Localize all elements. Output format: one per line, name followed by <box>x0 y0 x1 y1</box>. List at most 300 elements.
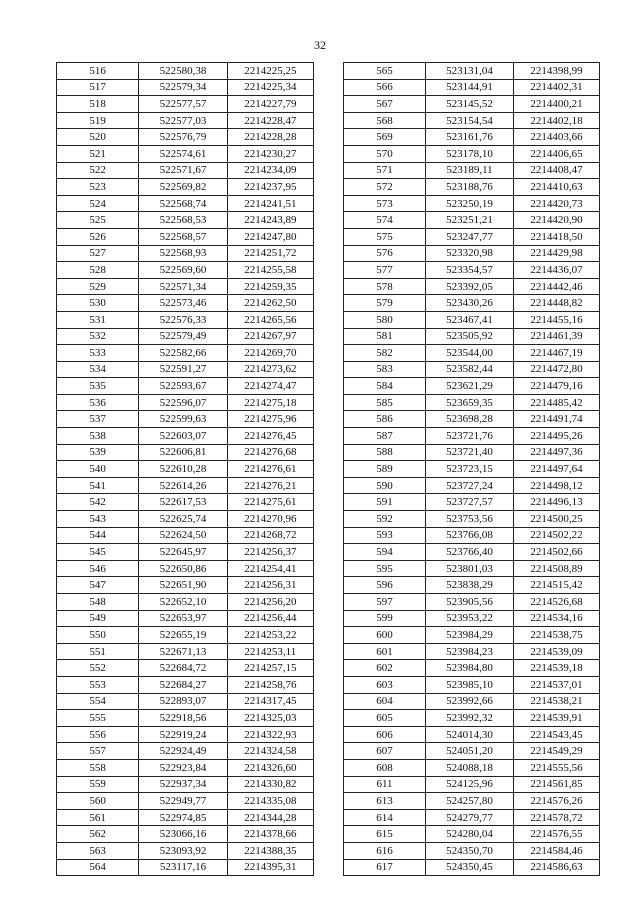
table-row <box>344 793 600 810</box>
point-number-cell: 544 <box>57 527 139 544</box>
point-number-cell: 577 <box>344 262 426 279</box>
point-number-cell: 528 <box>57 262 139 279</box>
table-row <box>57 693 314 710</box>
x-coordinate-cell: 523250,19 <box>426 195 514 212</box>
table-row <box>344 96 600 113</box>
table-row <box>57 511 314 528</box>
x-coordinate-cell: 523093,92 <box>139 842 227 859</box>
point-number-cell: 571 <box>344 162 426 179</box>
table-row <box>57 743 314 760</box>
y-coordinate-cell: 2214276,61 <box>227 461 313 478</box>
point-number-cell: 530 <box>57 295 139 312</box>
x-coordinate-cell: 522579,49 <box>139 328 227 345</box>
table-row <box>344 693 600 710</box>
x-coordinate-cell: 523145,52 <box>426 96 514 113</box>
y-coordinate-cell: 2214538,75 <box>514 627 600 644</box>
x-coordinate-cell: 523801,03 <box>426 560 514 577</box>
y-coordinate-cell: 2214276,21 <box>227 477 313 494</box>
point-number-cell: 584 <box>344 378 426 395</box>
page-number: 32 <box>314 38 326 52</box>
x-coordinate-cell: 523544,00 <box>426 345 514 362</box>
x-coordinate-cell: 523721,76 <box>426 428 514 445</box>
x-coordinate-cell: 523505,92 <box>426 328 514 345</box>
y-coordinate-cell: 2214497,36 <box>514 444 600 461</box>
table-row <box>344 743 600 760</box>
point-number-cell: 542 <box>57 494 139 511</box>
table-row <box>344 842 600 859</box>
point-number-cell: 540 <box>57 461 139 478</box>
x-coordinate-cell: 523992,66 <box>426 693 514 710</box>
y-coordinate-cell: 2214576,55 <box>514 826 600 843</box>
point-number-cell: 522 <box>57 162 139 179</box>
point-number-cell: 520 <box>57 129 139 146</box>
x-coordinate-cell: 522974,85 <box>139 809 227 826</box>
point-number-cell: 551 <box>57 643 139 660</box>
table-row <box>344 295 600 312</box>
y-coordinate-cell: 2214265,56 <box>227 311 313 328</box>
y-coordinate-cell: 2214398,99 <box>514 63 600 80</box>
y-coordinate-cell: 2214228,28 <box>227 129 313 146</box>
point-number-cell: 582 <box>344 345 426 362</box>
y-coordinate-cell: 2214225,34 <box>227 79 313 96</box>
x-coordinate-cell: 522573,46 <box>139 295 227 312</box>
table-row <box>344 444 600 461</box>
table-row <box>344 809 600 826</box>
y-coordinate-cell: 2214276,68 <box>227 444 313 461</box>
table-row <box>344 394 600 411</box>
table-row <box>57 162 314 179</box>
point-number-cell: 538 <box>57 428 139 445</box>
point-number-cell: 565 <box>344 63 426 80</box>
y-coordinate-cell: 2214502,22 <box>514 527 600 544</box>
y-coordinate-cell: 2214485,42 <box>514 394 600 411</box>
table-row <box>344 179 600 196</box>
table-row <box>344 544 600 561</box>
table-body-left <box>57 63 314 876</box>
y-coordinate-cell: 2214388,35 <box>227 842 313 859</box>
table-row <box>57 129 314 146</box>
table-row <box>57 145 314 162</box>
y-coordinate-cell: 2214576,26 <box>514 793 600 810</box>
table-row <box>57 295 314 312</box>
x-coordinate-cell: 524350,70 <box>426 842 514 859</box>
point-number-cell: 587 <box>344 428 426 445</box>
point-number-cell: 527 <box>57 245 139 262</box>
table-row <box>57 494 314 511</box>
table-row <box>344 345 600 362</box>
x-coordinate-cell: 522655,19 <box>139 627 227 644</box>
y-coordinate-cell: 2214275,61 <box>227 494 313 511</box>
x-coordinate-cell: 522569,82 <box>139 179 227 196</box>
point-number-cell: 579 <box>344 295 426 312</box>
table-row <box>57 245 314 262</box>
point-number-cell: 599 <box>344 610 426 627</box>
table-row <box>344 262 600 279</box>
point-number-cell: 561 <box>57 809 139 826</box>
point-number-cell: 541 <box>57 477 139 494</box>
point-number-cell: 588 <box>344 444 426 461</box>
point-number-cell: 589 <box>344 461 426 478</box>
y-coordinate-cell: 2214251,72 <box>227 245 313 262</box>
x-coordinate-cell: 523727,57 <box>426 494 514 511</box>
y-coordinate-cell: 2214539,18 <box>514 660 600 677</box>
x-coordinate-cell: 522569,60 <box>139 262 227 279</box>
x-coordinate-cell: 523117,16 <box>139 859 227 876</box>
point-number-cell: 552 <box>57 660 139 677</box>
point-number-cell: 604 <box>344 693 426 710</box>
point-number-cell: 525 <box>57 212 139 229</box>
x-coordinate-cell: 523992,32 <box>426 710 514 727</box>
x-coordinate-cell: 523189,11 <box>426 162 514 179</box>
point-number-cell: 574 <box>344 212 426 229</box>
point-number-cell: 578 <box>344 278 426 295</box>
y-coordinate-cell: 2214537,01 <box>514 676 600 693</box>
table-row <box>344 560 600 577</box>
x-coordinate-cell: 522574,61 <box>139 145 227 162</box>
x-coordinate-cell: 523188,76 <box>426 179 514 196</box>
x-coordinate-cell: 522684,27 <box>139 676 227 693</box>
x-coordinate-cell: 522923,84 <box>139 759 227 776</box>
table-row <box>57 63 314 80</box>
table-row <box>344 461 600 478</box>
x-coordinate-cell: 524088,18 <box>426 759 514 776</box>
table-row <box>344 759 600 776</box>
x-coordinate-cell: 522576,79 <box>139 129 227 146</box>
table-row <box>57 378 314 395</box>
y-coordinate-cell: 2214526,68 <box>514 594 600 611</box>
table-row <box>57 262 314 279</box>
point-number-cell: 600 <box>344 627 426 644</box>
point-number-cell: 593 <box>344 527 426 544</box>
y-coordinate-cell: 2214420,73 <box>514 195 600 212</box>
table-row <box>57 444 314 461</box>
y-coordinate-cell: 2214269,70 <box>227 345 313 362</box>
point-number-cell: 554 <box>57 693 139 710</box>
point-number-cell: 607 <box>344 743 426 760</box>
y-coordinate-cell: 2214256,44 <box>227 610 313 627</box>
point-number-cell: 521 <box>57 145 139 162</box>
x-coordinate-cell: 524350,45 <box>426 859 514 876</box>
x-coordinate-cell: 522924,49 <box>139 743 227 760</box>
y-coordinate-cell: 2214253,22 <box>227 627 313 644</box>
x-coordinate-cell: 522568,93 <box>139 245 227 262</box>
point-number-cell: 566 <box>344 79 426 96</box>
x-coordinate-cell: 523838,29 <box>426 577 514 594</box>
x-coordinate-cell: 522568,53 <box>139 212 227 229</box>
x-coordinate-cell: 523984,23 <box>426 643 514 660</box>
x-coordinate-cell: 522671,13 <box>139 643 227 660</box>
x-coordinate-cell: 524257,80 <box>426 793 514 810</box>
x-coordinate-cell: 522919,24 <box>139 726 227 743</box>
x-coordinate-cell: 523354,57 <box>426 262 514 279</box>
y-coordinate-cell: 2214584,46 <box>514 842 600 859</box>
y-coordinate-cell: 2214497,64 <box>514 461 600 478</box>
y-coordinate-cell: 2214461,39 <box>514 328 600 345</box>
table-row <box>57 212 314 229</box>
y-coordinate-cell: 2214253,11 <box>227 643 313 660</box>
table-row <box>344 129 600 146</box>
point-number-cell: 543 <box>57 511 139 528</box>
y-coordinate-cell: 2214400,21 <box>514 96 600 113</box>
point-number-cell: 532 <box>57 328 139 345</box>
y-coordinate-cell: 2214268,72 <box>227 527 313 544</box>
x-coordinate-cell: 523430,26 <box>426 295 514 312</box>
y-coordinate-cell: 2214255,58 <box>227 262 313 279</box>
y-coordinate-cell: 2214578,72 <box>514 809 600 826</box>
x-coordinate-cell: 522591,27 <box>139 361 227 378</box>
y-coordinate-cell: 2214515,42 <box>514 577 600 594</box>
x-coordinate-cell: 522624,50 <box>139 527 227 544</box>
point-number-cell: 562 <box>57 826 139 843</box>
table-row <box>57 809 314 826</box>
x-coordinate-cell: 522577,57 <box>139 96 227 113</box>
point-number-cell: 533 <box>57 345 139 362</box>
point-number-cell: 531 <box>57 311 139 328</box>
y-coordinate-cell: 2214498,12 <box>514 477 600 494</box>
table-row <box>57 859 314 876</box>
point-number-cell: 560 <box>57 793 139 810</box>
table-row <box>57 328 314 345</box>
point-number-cell: 570 <box>344 145 426 162</box>
x-coordinate-cell: 522651,90 <box>139 577 227 594</box>
x-coordinate-cell: 522949,77 <box>139 793 227 810</box>
point-number-cell: 517 <box>57 79 139 96</box>
y-coordinate-cell: 2214241,51 <box>227 195 313 212</box>
point-number-cell: 592 <box>344 511 426 528</box>
x-coordinate-cell: 522576,33 <box>139 311 227 328</box>
x-coordinate-cell: 523066,16 <box>139 826 227 843</box>
table-row <box>344 627 600 644</box>
table-row <box>344 278 600 295</box>
table-row <box>344 378 600 395</box>
y-coordinate-cell: 2214335,08 <box>227 793 313 810</box>
x-coordinate-cell: 524280,04 <box>426 826 514 843</box>
point-number-cell: 556 <box>57 726 139 743</box>
x-coordinate-cell: 523392,05 <box>426 278 514 295</box>
x-coordinate-cell: 523727,24 <box>426 477 514 494</box>
y-coordinate-cell: 2214225,25 <box>227 63 313 80</box>
table-row <box>57 577 314 594</box>
table-row <box>344 162 600 179</box>
point-number-cell: 594 <box>344 544 426 561</box>
table-row <box>344 511 600 528</box>
x-coordinate-cell: 522614,26 <box>139 477 227 494</box>
y-coordinate-cell: 2214330,82 <box>227 776 313 793</box>
x-coordinate-cell: 522568,74 <box>139 195 227 212</box>
y-coordinate-cell: 2214378,66 <box>227 826 313 843</box>
point-number-cell: 519 <box>57 112 139 129</box>
y-coordinate-cell: 2214442,46 <box>514 278 600 295</box>
x-coordinate-cell: 523723,15 <box>426 461 514 478</box>
point-number-cell: 546 <box>57 560 139 577</box>
y-coordinate-cell: 2214227,79 <box>227 96 313 113</box>
y-coordinate-cell: 2214549,29 <box>514 743 600 760</box>
point-number-cell: 611 <box>344 776 426 793</box>
table-row <box>57 411 314 428</box>
point-number-cell: 569 <box>344 129 426 146</box>
point-number-cell: 526 <box>57 228 139 245</box>
y-coordinate-cell: 2214256,20 <box>227 594 313 611</box>
y-coordinate-cell: 2214254,41 <box>227 560 313 577</box>
point-number-cell: 590 <box>344 477 426 494</box>
table-row <box>344 195 600 212</box>
y-coordinate-cell: 2214555,56 <box>514 759 600 776</box>
x-coordinate-cell: 522599,63 <box>139 411 227 428</box>
y-coordinate-cell: 2214276,45 <box>227 428 313 445</box>
x-coordinate-cell: 523766,08 <box>426 527 514 544</box>
x-coordinate-cell: 523582,44 <box>426 361 514 378</box>
table-row <box>57 79 314 96</box>
coordinates-table-right <box>343 62 600 876</box>
table-row <box>57 544 314 561</box>
point-number-cell: 536 <box>57 394 139 411</box>
table-row <box>57 477 314 494</box>
point-number-cell: 545 <box>57 544 139 561</box>
x-coordinate-cell: 522650,86 <box>139 560 227 577</box>
y-coordinate-cell: 2214539,09 <box>514 643 600 660</box>
x-coordinate-cell: 522937,34 <box>139 776 227 793</box>
point-number-cell: 547 <box>57 577 139 594</box>
x-coordinate-cell: 523984,29 <box>426 627 514 644</box>
y-coordinate-cell: 2214275,18 <box>227 394 313 411</box>
y-coordinate-cell: 2214256,37 <box>227 544 313 561</box>
x-coordinate-cell: 522582,66 <box>139 345 227 362</box>
y-coordinate-cell: 2214317,45 <box>227 693 313 710</box>
table-row <box>344 594 600 611</box>
y-coordinate-cell: 2214267,97 <box>227 328 313 345</box>
x-coordinate-cell: 523467,41 <box>426 311 514 328</box>
x-coordinate-cell: 523161,76 <box>426 129 514 146</box>
table-row <box>57 594 314 611</box>
y-coordinate-cell: 2214262,50 <box>227 295 313 312</box>
x-coordinate-cell: 522893,07 <box>139 693 227 710</box>
table-row <box>57 179 314 196</box>
y-coordinate-cell: 2214502,66 <box>514 544 600 561</box>
point-number-cell: 596 <box>344 577 426 594</box>
point-number-cell: 558 <box>57 759 139 776</box>
table-row <box>344 477 600 494</box>
table-row <box>57 793 314 810</box>
table-row <box>344 859 600 876</box>
table-row <box>344 112 600 129</box>
point-number-cell: 585 <box>344 394 426 411</box>
table-row <box>344 328 600 345</box>
y-coordinate-cell: 2214258,76 <box>227 676 313 693</box>
y-coordinate-cell: 2214472,80 <box>514 361 600 378</box>
point-number-cell: 548 <box>57 594 139 611</box>
table-row <box>57 826 314 843</box>
y-coordinate-cell: 2214259,35 <box>227 278 313 295</box>
point-number-cell: 550 <box>57 627 139 644</box>
table-row <box>57 195 314 212</box>
y-coordinate-cell: 2214436,07 <box>514 262 600 279</box>
y-coordinate-cell: 2214395,31 <box>227 859 313 876</box>
table-row <box>57 112 314 129</box>
point-number-cell: 567 <box>344 96 426 113</box>
table-row <box>57 394 314 411</box>
table-body-right <box>344 63 600 876</box>
x-coordinate-cell: 523721,40 <box>426 444 514 461</box>
y-coordinate-cell: 2214247,80 <box>227 228 313 245</box>
y-coordinate-cell: 2214539,91 <box>514 710 600 727</box>
point-number-cell: 581 <box>344 328 426 345</box>
point-number-cell: 615 <box>344 826 426 843</box>
point-number-cell: 564 <box>57 859 139 876</box>
table-row <box>344 145 600 162</box>
table-row <box>57 710 314 727</box>
y-coordinate-cell: 2214256,31 <box>227 577 313 594</box>
point-number-cell: 614 <box>344 809 426 826</box>
y-coordinate-cell: 2214270,96 <box>227 511 313 528</box>
point-number-cell: 583 <box>344 361 426 378</box>
point-number-cell: 613 <box>344 793 426 810</box>
point-number-cell: 595 <box>344 560 426 577</box>
y-coordinate-cell: 2214237,95 <box>227 179 313 196</box>
point-number-cell: 580 <box>344 311 426 328</box>
y-coordinate-cell: 2214257,15 <box>227 660 313 677</box>
x-coordinate-cell: 522684,72 <box>139 660 227 677</box>
x-coordinate-cell: 522571,34 <box>139 278 227 295</box>
table-row <box>344 776 600 793</box>
table-row <box>57 560 314 577</box>
table-row <box>57 726 314 743</box>
point-number-cell: 572 <box>344 179 426 196</box>
x-coordinate-cell: 522610,28 <box>139 461 227 478</box>
point-number-cell: 591 <box>344 494 426 511</box>
y-coordinate-cell: 2214344,28 <box>227 809 313 826</box>
x-coordinate-cell: 523178,10 <box>426 145 514 162</box>
x-coordinate-cell: 523131,04 <box>426 63 514 80</box>
x-coordinate-cell: 522617,53 <box>139 494 227 511</box>
point-number-cell: 601 <box>344 643 426 660</box>
point-number-cell: 523 <box>57 179 139 196</box>
coordinates-table-left <box>56 62 314 876</box>
x-coordinate-cell: 522606,81 <box>139 444 227 461</box>
table-row <box>57 461 314 478</box>
table-row <box>57 627 314 644</box>
point-number-cell: 557 <box>57 743 139 760</box>
y-coordinate-cell: 2214561,85 <box>514 776 600 793</box>
y-coordinate-cell: 2214508,89 <box>514 560 600 577</box>
point-number-cell: 606 <box>344 726 426 743</box>
point-number-cell: 535 <box>57 378 139 395</box>
y-coordinate-cell: 2214455,16 <box>514 311 600 328</box>
table-row <box>57 527 314 544</box>
point-number-cell: 516 <box>57 63 139 80</box>
table-row <box>57 660 314 677</box>
point-number-cell: 608 <box>344 759 426 776</box>
table-row <box>57 676 314 693</box>
y-coordinate-cell: 2214534,16 <box>514 610 600 627</box>
y-coordinate-cell: 2214402,31 <box>514 79 600 96</box>
table-row <box>344 726 600 743</box>
y-coordinate-cell: 2214500,25 <box>514 511 600 528</box>
point-number-cell: 559 <box>57 776 139 793</box>
table-row <box>344 212 600 229</box>
y-coordinate-cell: 2214243,89 <box>227 212 313 229</box>
y-coordinate-cell: 2214543,45 <box>514 726 600 743</box>
y-coordinate-cell: 2214496,13 <box>514 494 600 511</box>
y-coordinate-cell: 2214403,66 <box>514 129 600 146</box>
x-coordinate-cell: 522652,10 <box>139 594 227 611</box>
table-row <box>344 311 600 328</box>
x-coordinate-cell: 523766,40 <box>426 544 514 561</box>
point-number-cell: 539 <box>57 444 139 461</box>
table-row <box>57 643 314 660</box>
table-row <box>344 577 600 594</box>
point-number-cell: 576 <box>344 245 426 262</box>
table-row <box>344 643 600 660</box>
